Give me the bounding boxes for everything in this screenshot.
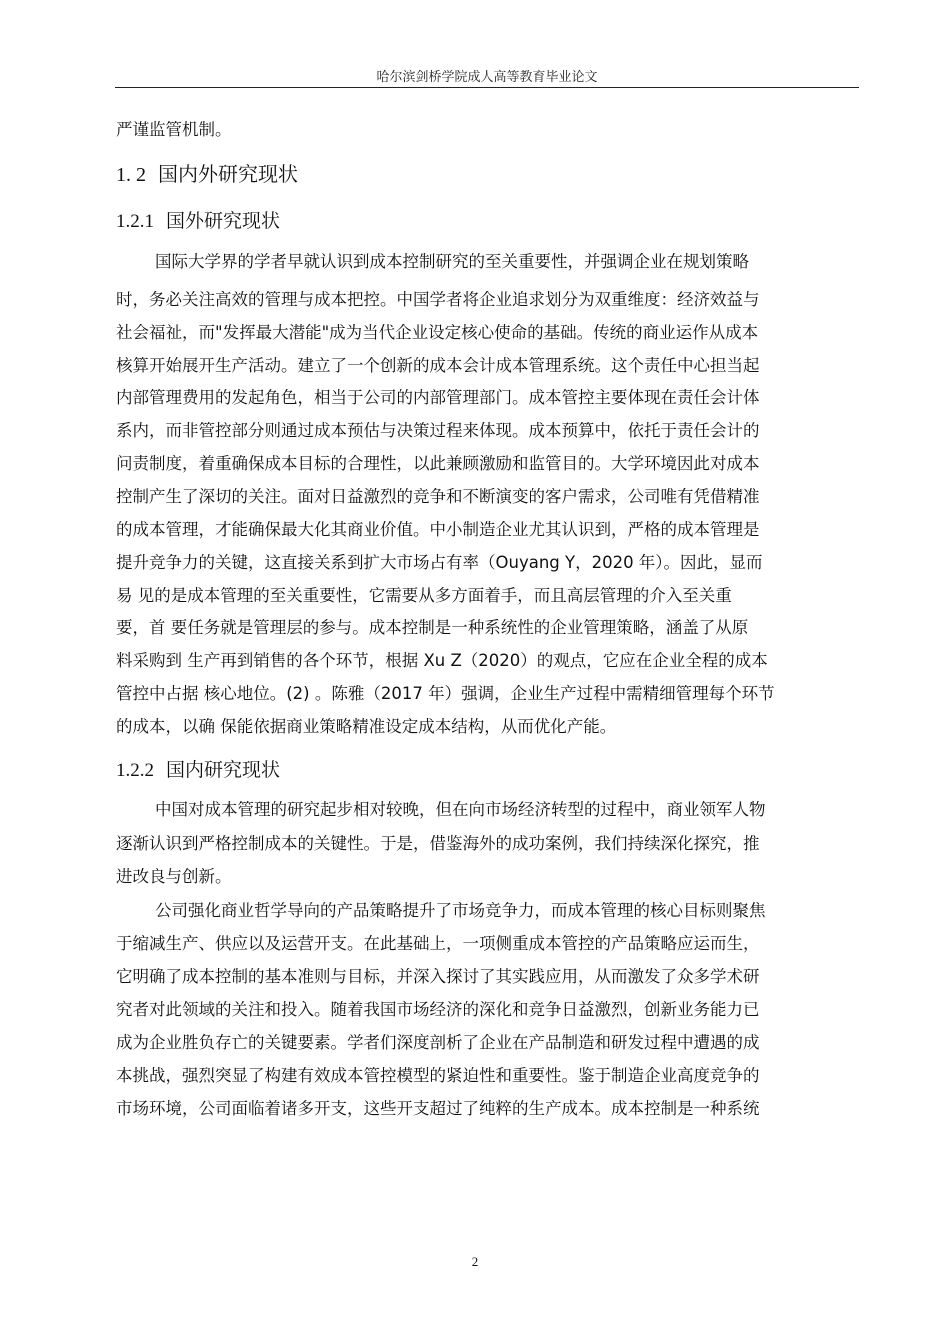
heading-1-2 (116, 162, 298, 187)
body-line: 易 见的是成本管理的至关重要性，它需要从多方面着手，而且高层管理的介入至关重 (116, 586, 732, 605)
body-line: 时，务必关注高效的管理与成本把控。中国学者将企业追求划分为双重维度：经济效益与 (116, 290, 760, 309)
running-header: 哈尔滨剑桥学院成人高等教育毕业论文 (376, 69, 598, 84)
body-line: 究者对此领域的关注和投入。随着我国市场经济的深化和竞争日益激烈，创新业务能力已 (116, 1000, 760, 1019)
body-line: 进改良与创新。 (116, 867, 232, 886)
heading-text: 国外研究现状 (166, 210, 281, 232)
body-line: 的成本，以确 保能依据商业策略精准设定成本结构，从而优化产能。 (116, 717, 617, 736)
body-line: 逐渐认识到严格控制成本的关键性。于是，借鉴海外的成功案例，我们持续深化探究，推 (116, 834, 760, 853)
heading-1-2-2 (116, 759, 280, 782)
body-line: 公司强化商业哲学导向的产品策略提升了市场竞争力，而成本管理的核心目标则聚焦 (155, 901, 766, 920)
body-line: 市场环境，公司面临着诸多开支，这些开支超过了纯粹的生产成本。成本控制是一种系统 (116, 1099, 760, 1118)
body-line: 严谨监管机制。 (116, 120, 232, 139)
body-line: 中国对成本管理的研究起步相对较晚，但在向市场经济转型的过程中，商业领军人物 (155, 800, 766, 819)
header-rule (115, 87, 859, 88)
heading-number: 1. 2 (116, 164, 146, 186)
page-number: 2 (471, 1254, 479, 1269)
body-line: 本挑战，强烈突显了构建有效成本管控模型的紧迫性和重要性。鉴于制造企业高度竞争的 (116, 1066, 760, 1085)
body-line: 内部管理费用的发起角色，相当于公司的内部管理部门。成本管控主要体现在责任会计体 (116, 388, 760, 407)
body-line: 控制产生了深切的关注。面对日益激烈的竞争和不断演变的客户需求，公司唯有凭借精准 (116, 487, 760, 506)
body-line: 管控中占据 核心地位。(2) 。陈雅（2017 年）强调，企业生产过程中需精细管理每个环节 (116, 684, 775, 703)
heading-text: 国内外研究现状 (158, 162, 298, 186)
body-line: 国际大学界的学者早就认识到成本控制研究的至关重要性，并强调企业在规划策略 (155, 252, 749, 271)
heading-text: 国内研究现状 (166, 759, 281, 781)
body-line: 料采购到 生产再到销售的各个环节，根据 Xu Z（2020）的观点，它应在企业全程的成本 (116, 651, 768, 670)
body-line: 问责制度，着重确保成本目标的合理性，以此兼顾激励和监管目的。大学环境因此对成本 (116, 454, 760, 473)
heading-1-2-1 (116, 210, 280, 233)
heading-number: 1.2.2 (116, 760, 154, 781)
heading-number: 1.2.1 (116, 211, 154, 232)
body-line: 的成本管理，才能确保最大化其商业价值。中小制造企业尤其认识到，严格的成本管理是 (116, 520, 760, 539)
body-line: 成为企业胜负存亡的关键要素。学者们深度剖析了企业在产品制造和研发过程中遭遇的成 (116, 1033, 760, 1052)
body-line: 于缩减生产、供应以及运营开支。在此基础上，一项侧重成本管控的产品策略应运而生， (116, 934, 760, 953)
body-line: 它明确了成本控制的基本准则与目标，并深入探讨了其实践应用，从而激发了众多学术研 (116, 967, 760, 986)
body-line: 提升竞争力的关键，这直接关系到扩大市场占有率（Ouyang Y，2020 年）。因此，显而 (116, 553, 763, 572)
body-line: 系内，而非管控部分则通过成本预估与决策过程来体现。成本预算中，依托于责任会计的 (116, 421, 760, 440)
body-line: 要，首 要任务就是管理层的参与。成本控制是一种系统性的企业管理策略，涵盖了从原 (116, 618, 749, 637)
body-line: 社会福祉，而"发挥最大潜能"成为当代企业设定核心使命的基础。传统的商业运作从成本 (116, 323, 759, 342)
body-line: 核算开始展开生产活动。建立了一个创新的成本会计成本管理系统。这个责任中心担当起 (116, 356, 760, 375)
